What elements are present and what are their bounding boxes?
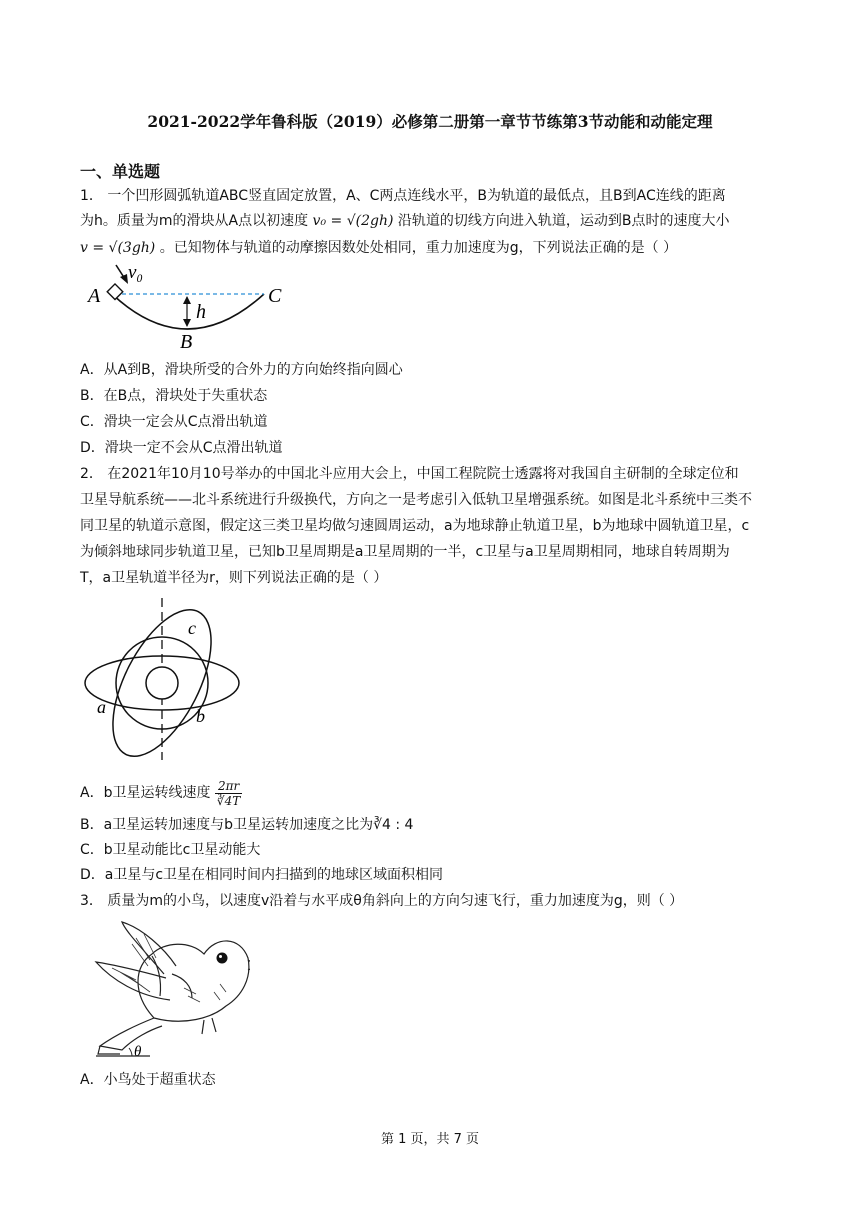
label-h: h: [196, 301, 206, 323]
bird-eye: [217, 953, 228, 964]
q1-option-c: C．滑块一定会从C点滑出轨道: [80, 414, 268, 430]
q1-line-1: 1． 一个凹形圆弧轨道ABC竖直固定放置，A、C两点连线水平，B为轨道的最低点，且B到AC连线的距离: [80, 188, 726, 204]
q2-line-4: 为倾斜地球同步轨道卫星，已知b卫星周期是a卫星周期的一半，c卫星与a卫星周期相同，地球自转周期为: [80, 544, 730, 560]
q2-option-d: D．a卫星与c卫星在相同时间内扫描到的地球区域面积相同: [80, 867, 444, 883]
q1-v-formula: v = √(3gh): [80, 240, 156, 256]
track-diagram: [82, 260, 302, 352]
q3-line-1: 3． 质量为m的小鸟，以速度v沿着与水平成θ角斜向上的方向匀速飞行，重力加速度为g，则（ ）: [80, 893, 684, 909]
orbit-diagram: [82, 592, 244, 764]
label-orbit-c: c: [188, 618, 196, 638]
q1-option-b: B．在B点，滑块处于失重状态: [80, 388, 268, 404]
bird-eye-highlight: [219, 955, 222, 958]
q1-line-3b: 。已知物体与轨道的动摩擦因数处处相同，重力加速度为g，下列说法正确的是（ ）: [159, 240, 678, 256]
label-orbit-b: b: [196, 706, 205, 726]
label-b: B: [180, 331, 193, 352]
fraction-denominator: ∛4T: [216, 793, 241, 808]
q2-option-a: [80, 778, 242, 808]
q2-option-a-fraction: [215, 779, 242, 808]
label-c: C: [268, 285, 282, 307]
theta-arc: [129, 1048, 132, 1056]
label-theta: θ: [134, 1044, 142, 1060]
q2-line-3: 同卫星的轨道示意图，假定这三类卫星均做匀速圆周运动，a为地球静止轨道卫星，b为地球中圆轨道卫星，c: [80, 518, 750, 534]
bird-illustration: [92, 914, 250, 1060]
section-heading: 一、单选题: [80, 162, 161, 181]
bird-outline: [96, 922, 250, 1056]
q2-option-c: C．b卫星动能比c卫星动能大: [80, 842, 261, 858]
q1-v0-formula: v₀ = √(2gh): [312, 213, 394, 229]
q2-line-5: T，a卫星轨道半径为r，则下列说法正确的是（ ）: [80, 570, 388, 586]
q1-option-d: D．滑块一定不会从C点滑出轨道: [80, 440, 283, 456]
earth: [146, 667, 178, 699]
q1-line-2: [80, 211, 730, 231]
h-arrow-up: [183, 296, 191, 304]
slider-block: [107, 284, 123, 300]
q2-option-b: B．a卫星运转加速度与b卫星运转加速度之比为∛4 : 4: [80, 817, 414, 833]
page-footer: 第 1 页，共 7 页: [380, 1132, 480, 1147]
fraction-numerator: 2πr: [215, 779, 242, 794]
q2-option-a-text: A．b卫星运转线速度: [80, 785, 211, 801]
q1-line-2a: 为h。质量为m的滑块从A点以初速度: [80, 213, 309, 229]
q1-line-2b: 沿轨道的切线方向进入轨道，运动到B点时的速度大小: [397, 213, 730, 229]
q2-line-2: 卫星导航系统——北斗系统进行升级换代，方向之一是考虑引入低轨卫星增强系统。如图是北斗系统中三类不: [80, 492, 752, 508]
h-arrow-down: [183, 319, 191, 327]
q2-line-1: 2． 在2021年10月10号举办的中国北斗应用大会上，中国工程院院士透露将对我国自主研制的全球定位和: [80, 466, 739, 482]
label-orbit-a: a: [97, 697, 106, 717]
page-title: 2021-2022学年鲁科版（2019）必修第二册第一章节节练第3节动能和动能定理: [147, 112, 713, 131]
feather-lines: [112, 934, 226, 1002]
arrowhead: [120, 274, 128, 284]
label-v0: v₀: [128, 262, 144, 283]
q1-option-a: A．从A到B，滑块所受的合外力的方向始终指向圆心: [80, 362, 403, 378]
q1-line-3: [80, 238, 677, 258]
label-a: A: [88, 285, 101, 307]
q3-option-a: A．小鸟处于超重状态: [80, 1072, 216, 1088]
